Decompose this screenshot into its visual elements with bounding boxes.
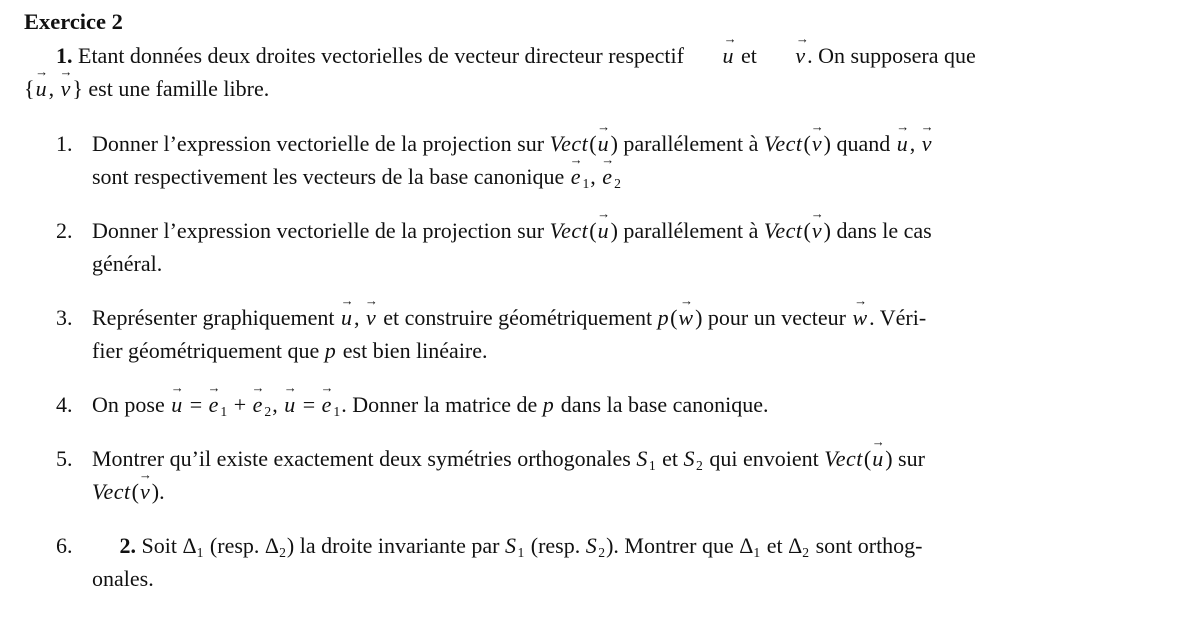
vector-arrow-icon: → [251,380,265,396]
vector-arrow-icon: → [340,293,354,309]
text-run: = [297,392,321,417]
vector-letter: u [171,392,183,417]
text-run: . On supposera que [807,43,976,68]
text-run: = [184,392,208,417]
vector-arrow-icon: → [597,119,611,135]
vector-letter: u [872,446,884,471]
text-run: est bien linéaire. [337,338,488,363]
item-number: 5. [56,446,73,471]
vector-letter: e [570,164,581,189]
intro-paragraph [24,31,1191,105]
text-run: 2. [119,533,136,558]
text-run: qui envoient [703,446,825,471]
text-run: et [735,43,763,68]
subscript: 2 [279,544,286,560]
text-line [92,434,1191,475]
text-run: Vect [763,131,803,156]
vector-arrow-icon: → [569,152,583,168]
vector-arrow-icon: → [170,380,184,396]
text-run: Vect [549,218,589,243]
text-run: sont orthog- [810,533,923,558]
text-line [92,529,1191,562]
text-line [92,206,1191,247]
vector-letter: v [139,479,150,504]
text-run: fier géométriquement que [92,338,325,363]
text-run: , [909,131,921,156]
subscript: 2 [614,175,621,191]
vector-letter: e [602,164,613,189]
vector-letter: u [341,305,353,330]
vector-arrow-icon: → [283,380,297,396]
text-run: et [656,446,684,471]
subscript: 1 [220,403,228,419]
vector-symbol [138,467,152,508]
vector-symbol [871,434,885,475]
text-line [92,152,1191,193]
text-run: 1. [56,43,73,68]
text-run: général. [92,251,163,276]
text-run: ( [670,305,678,330]
vector-symbol [852,293,868,334]
text-run: Vect [763,218,803,243]
vector-symbol [569,152,583,193]
subscript: 2 [598,544,606,560]
vector-symbol [59,64,73,105]
text-run [92,533,120,558]
text-line [92,380,1191,421]
vector-symbol [35,64,49,105]
text-run: dans la base canonique. [555,392,769,417]
vector-letter: e [321,392,332,417]
question-list [24,119,1191,595]
vector-symbol [364,293,378,334]
vector-symbol [810,119,824,160]
item-text [92,119,1191,193]
vector-letter: v [811,131,822,156]
vector-symbol [763,31,809,72]
text-run: ( [589,218,597,243]
text-run: Donner l’expression vectorielle de la projection sur [92,131,550,156]
text-run: + [228,392,252,417]
text-line [92,562,1191,595]
list-item [24,380,1191,421]
text-run: ). [151,479,165,504]
text-run: p [657,305,670,330]
intro-line [24,64,1191,105]
vector-symbol [678,293,694,334]
vector-arrow-icon: → [795,31,809,47]
subscript: 1 [582,175,590,191]
text-run: ( [803,131,811,156]
text-run: ) parallélement à [610,131,764,156]
subscript: 2 [264,403,272,419]
text-run: ) pour un vecteur [695,305,852,330]
item-number: 1. [56,131,73,156]
vector-letter: e [252,392,263,417]
vector-letter: v [795,43,806,68]
text-run: } est une famille libre. [72,76,270,101]
subscript: 1 [333,403,341,419]
vector-arrow-icon: → [920,119,934,135]
vector-symbol [896,119,910,160]
vector-arrow-icon: → [679,293,694,309]
text-run: , [590,164,602,189]
vector-letter: w [678,305,694,330]
vector-arrow-icon: → [810,119,824,135]
vector-arrow-icon: → [35,64,49,80]
vector-symbol [251,380,265,421]
text-run: (resp. Δ [204,533,280,558]
text-run: ) quand [823,131,896,156]
text-run: Etant données deux droites vectorielles de vecteur directeur respectif [72,43,690,68]
text-run: et construire géométriquement [377,305,658,330]
item-text [92,380,1191,421]
text-run: { [24,76,35,101]
vector-arrow-icon: → [597,206,611,222]
text-run: , [48,76,60,101]
vector-arrow-icon: → [138,467,152,483]
vector-letter: u [722,43,734,68]
list-item [24,529,1191,595]
item-text [92,293,1191,367]
text-run: Représenter graphiquement [92,305,341,330]
vector-symbol [170,380,184,421]
item-number: 6. [56,533,73,558]
item-number: 4. [56,392,73,417]
vector-letter: u [896,131,908,156]
vector-symbol [597,206,611,247]
text-run: ( [803,218,811,243]
vector-arrow-icon: → [601,152,615,168]
vector-arrow-icon: → [853,293,868,309]
vector-letter: v [811,218,822,243]
vector-arrow-icon: → [59,64,73,80]
text-run: ). Montrer que Δ [606,533,754,558]
text-run: , [354,305,366,330]
text-run: et Δ [761,533,803,558]
vector-arrow-icon: → [810,206,824,222]
vector-letter: u [597,131,609,156]
list-item [24,293,1191,367]
text-line [92,467,1191,508]
vector-arrow-icon: → [723,31,737,47]
item-number: 2. [56,218,73,243]
vector-arrow-icon: → [871,434,885,450]
vector-symbol [340,293,354,334]
vector-symbol [690,31,737,72]
subscript: 1 [648,457,656,473]
subscript: 1 [753,544,761,560]
text-line [92,247,1191,280]
subscript: 1 [196,544,204,560]
text-run: Soit Δ [136,533,197,558]
text-run: (resp. [525,533,586,558]
vector-letter: v [60,76,71,101]
vector-letter: v [366,305,376,330]
text-run: , [272,392,284,417]
vector-letter: u [35,76,47,101]
list-item [24,206,1191,280]
vector-arrow-icon: → [320,380,334,396]
vector-symbol [320,380,334,421]
text-run: Montrer qu’il existe exactement deux symétries orthogonales [92,446,637,471]
vector-arrow-icon: → [896,119,910,135]
text-line [92,293,1191,334]
text-run: ( [863,446,872,471]
vector-letter: u [597,218,609,243]
text-run: . Donner la matrice de [341,392,543,417]
text-run: S [585,533,598,558]
vector-arrow-icon: → [207,380,221,396]
text-run: Vect [549,131,589,156]
text-line [92,119,1191,160]
text-run: S [504,533,517,558]
text-run: ) la droite invariante par [286,533,505,558]
text-run: Vect [92,479,131,504]
intro-line [24,31,1191,72]
text-run: ( [131,479,139,504]
vector-letter: w [852,305,868,330]
vector-symbol [283,380,297,421]
text-run: S [683,446,696,471]
text-line [92,334,1191,367]
subscript: 1 [517,544,525,560]
text-run: Vect [824,446,863,471]
text-run: On pose [92,392,171,417]
text-run: ) dans le cas [823,218,932,243]
vector-arrow-icon: → [364,293,378,309]
vector-symbol [601,152,615,193]
vector-symbol [920,119,934,160]
list-item [24,119,1191,193]
text-run: S [636,446,648,471]
text-run: p [542,392,555,417]
vector-letter: v [921,131,932,156]
text-run: ( [589,131,597,156]
list-item [24,434,1191,508]
item-text [92,434,1191,508]
item-number: 3. [56,305,73,330]
text-run: . Véri- [869,305,927,330]
text-run: ) sur [885,446,925,471]
text-run: p [324,338,337,363]
text-run: Donner l’expression vectorielle de la projection sur [92,218,550,243]
subscript: 2 [802,544,810,560]
vector-symbol [207,380,221,421]
vector-letter: e [208,392,219,417]
subscript: 2 [696,457,703,473]
text-run: onales. [92,566,154,591]
vector-letter: u [284,392,296,417]
text-run: ) parallélement à [610,218,764,243]
item-text [92,206,1191,280]
vector-symbol [810,206,824,247]
exercise-heading: Exercice 2 [24,9,123,34]
text-run: sont respectivement les vecteurs de la base canonique [92,164,570,189]
item-text [92,529,1191,595]
